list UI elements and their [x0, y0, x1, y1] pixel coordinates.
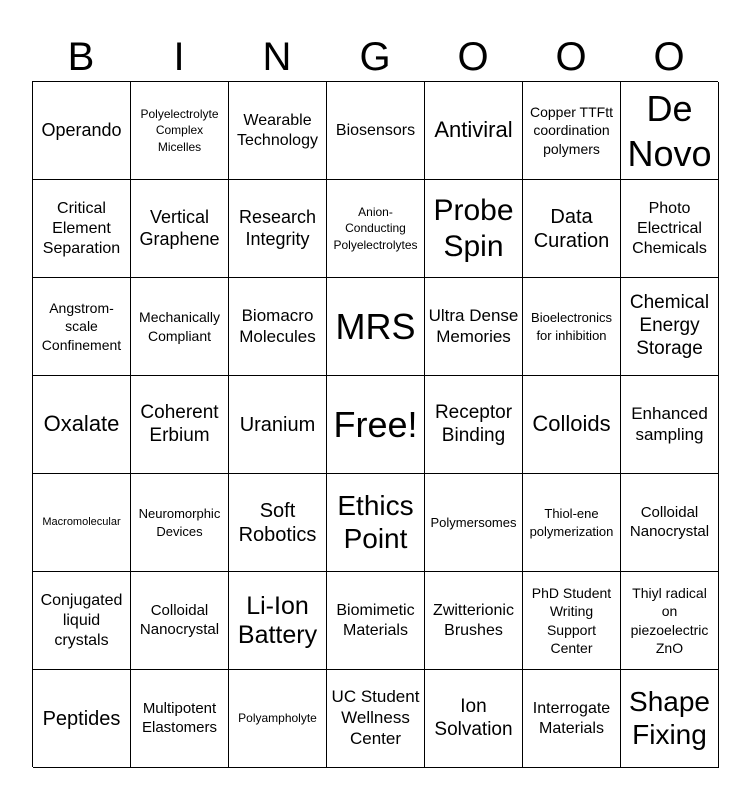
bingo-cell[interactable]: Interrogate Materials [523, 670, 621, 768]
bingo-cell[interactable]: Multipotent Elastomers [131, 670, 229, 768]
bingo-cell[interactable]: De Novo [621, 82, 719, 180]
bingo-cell[interactable]: Wearable Technology [229, 82, 327, 180]
bingo-cell[interactable]: Colloidal Nanocrystal [621, 474, 719, 572]
bingo-cell[interactable]: Chemical Energy Storage [621, 278, 719, 376]
bingo-cell[interactable]: Operando [33, 82, 131, 180]
bingo-cell[interactable]: Mechanically Compliant [131, 278, 229, 376]
bingo-cell[interactable]: PhD Student Writing Support Center [523, 572, 621, 670]
bingo-cell[interactable]: Uranium [229, 376, 327, 474]
bingo-cell[interactable]: Probe Spin [425, 180, 523, 278]
header-letter: G [359, 35, 391, 79]
bingo-cell[interactable]: Angstrom-scale Confinement [33, 278, 131, 376]
bingo-cell[interactable]: Zwitterionic Brushes [425, 572, 523, 670]
bingo-cell[interactable]: Ethics Point [327, 474, 425, 572]
bingo-board [32, 81, 718, 767]
bingo-cell[interactable]: Ultra Dense Memories [425, 278, 523, 376]
header-letter: I [173, 35, 185, 79]
header-letter: O [457, 35, 489, 79]
bingo-cell[interactable]: Ion Solvation [425, 670, 523, 768]
bingo-cell[interactable]: Thiyl radical on piezoelectric ZnO [621, 572, 719, 670]
bingo-cell[interactable]: Polyampholyte [229, 670, 327, 768]
header-letter: B [67, 35, 95, 79]
bingo-cell[interactable]: Vertical Graphene [131, 180, 229, 278]
bingo-cell[interactable]: Free! [327, 376, 425, 474]
bingo-cell[interactable]: Photo Electrical Chemicals [621, 180, 719, 278]
bingo-cell[interactable]: Thiol-ene polymerization [523, 474, 621, 572]
bingo-cell[interactable]: MRS [327, 278, 425, 376]
bingo-cell[interactable]: Macromolecular [33, 474, 131, 572]
bingo-cell[interactable]: Enhanced sampling [621, 376, 719, 474]
bingo-cell[interactable]: Copper TTFtt coordination polymers [523, 82, 621, 180]
bingo-cell[interactable]: Biosensors [327, 82, 425, 180]
bingo-cell[interactable]: Bioelectronics for inhibition [523, 278, 621, 376]
bingo-cell[interactable]: Soft Robotics [229, 474, 327, 572]
bingo-cell[interactable]: Critical Element Separation [33, 180, 131, 278]
bingo-cell[interactable]: Shape Fixing [621, 670, 719, 768]
bingo-cell[interactable]: Conjugated liquid crystals [33, 572, 131, 670]
bingo-cell[interactable]: Polyelectrolyte Complex Micelles [131, 82, 229, 180]
bingo-cell[interactable]: Li-Ion Battery [229, 572, 327, 670]
bingo-header [32, 34, 718, 80]
bingo-cell[interactable]: UC Student Wellness Center [327, 670, 425, 768]
header-letter: O [653, 35, 685, 79]
bingo-cell[interactable]: Biomacro Molecules [229, 278, 327, 376]
bingo-cell[interactable]: Oxalate [33, 376, 131, 474]
bingo-cell[interactable]: Neuromorphic Devices [131, 474, 229, 572]
bingo-cell[interactable]: Colloidal Nanocrystal [131, 572, 229, 670]
bingo-cell[interactable]: Receptor Binding [425, 376, 523, 474]
bingo-cell[interactable]: Coherent Erbium [131, 376, 229, 474]
header-letter: N [262, 35, 292, 79]
bingo-cell[interactable]: Polymersomes [425, 474, 523, 572]
bingo-cell[interactable]: Biomimetic Materials [327, 572, 425, 670]
bingo-cell[interactable]: Data Curation [523, 180, 621, 278]
bingo-cell[interactable]: Antiviral [425, 82, 523, 180]
bingo-cell[interactable]: Anion-Conducting Polyelectrolytes [327, 180, 425, 278]
bingo-cell[interactable]: Peptides [33, 670, 131, 768]
bingo-cell[interactable]: Colloids [523, 376, 621, 474]
header-letter: O [555, 35, 587, 79]
bingo-cell[interactable]: Research Integrity [229, 180, 327, 278]
